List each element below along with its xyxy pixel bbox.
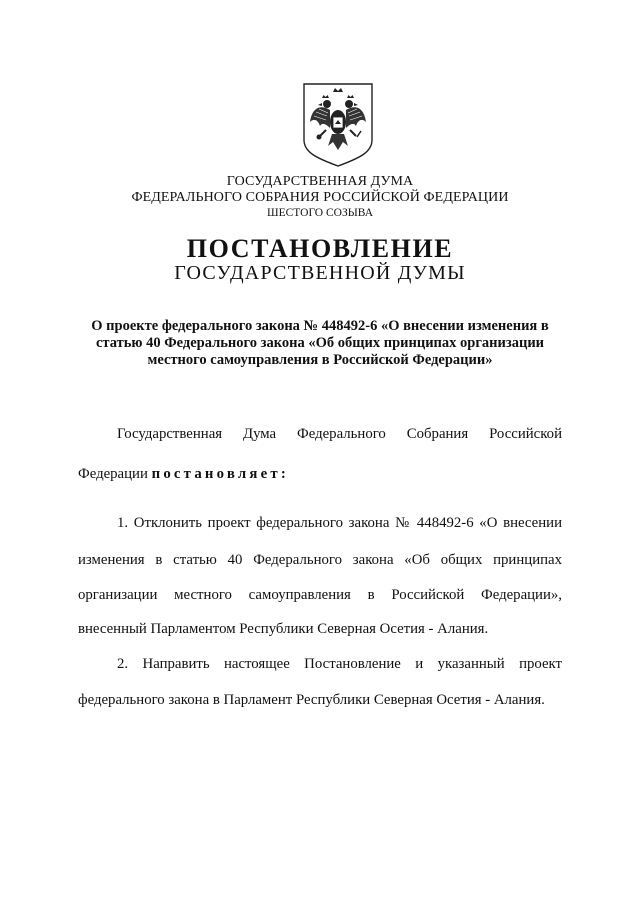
header-line-1: ГОСУДАРСТВЕННАЯ ДУМА	[226, 174, 414, 189]
header-line-2: ФЕДЕРАЛЬНОГО СОБРАНИЯ РОССИЙСКОЙ ФЕДЕРАЦИИ	[131, 190, 509, 205]
resolution-subject	[80, 318, 560, 369]
item2-line-2: федерального закона в Парламент Республики Северная Осетия - Алания.	[78, 692, 545, 708]
coat-of-arms-icon	[300, 82, 376, 168]
item1-line-1: 1. Отклонить проект федерального закона № 448492-6 «О внесении	[117, 515, 562, 531]
document-subtitle: ГОСУДАРСТВЕННОЙ ДУМЫ	[174, 262, 466, 284]
intro-line-1: Государственная Дума Федерального Собрания Российской	[117, 426, 562, 442]
document-title: ПОСТАНОВЛЕНИЕ	[186, 234, 454, 263]
item1-line-3: организации местного самоуправления в Российской Федерации»,	[78, 587, 562, 603]
intro-line-2	[78, 466, 562, 483]
subject-line-2: статью 40 Федерального закона «Об общих принципах организации	[95, 335, 545, 351]
intro-resolves: постановляет:	[151, 466, 289, 482]
item2-line-1: 2. Направить настоящее Постановление и указанный проект	[117, 656, 562, 672]
header-line-3: ШЕСТОГО СОЗЫВА	[266, 207, 374, 219]
item1-line-2: изменения в статью 40 Федерального закона «Об общих принципах	[78, 552, 562, 568]
subject-line-3: местного самоуправления в Российской Федерации»	[147, 352, 493, 368]
subject-line-1: О проекте федерального закона № 448492-6 «О внесении изменения в	[91, 318, 549, 334]
item1-line-4: внесенный Парламентом Республики Северная Осетия - Алания.	[78, 621, 489, 637]
intro-federation: Федерации	[78, 466, 148, 482]
